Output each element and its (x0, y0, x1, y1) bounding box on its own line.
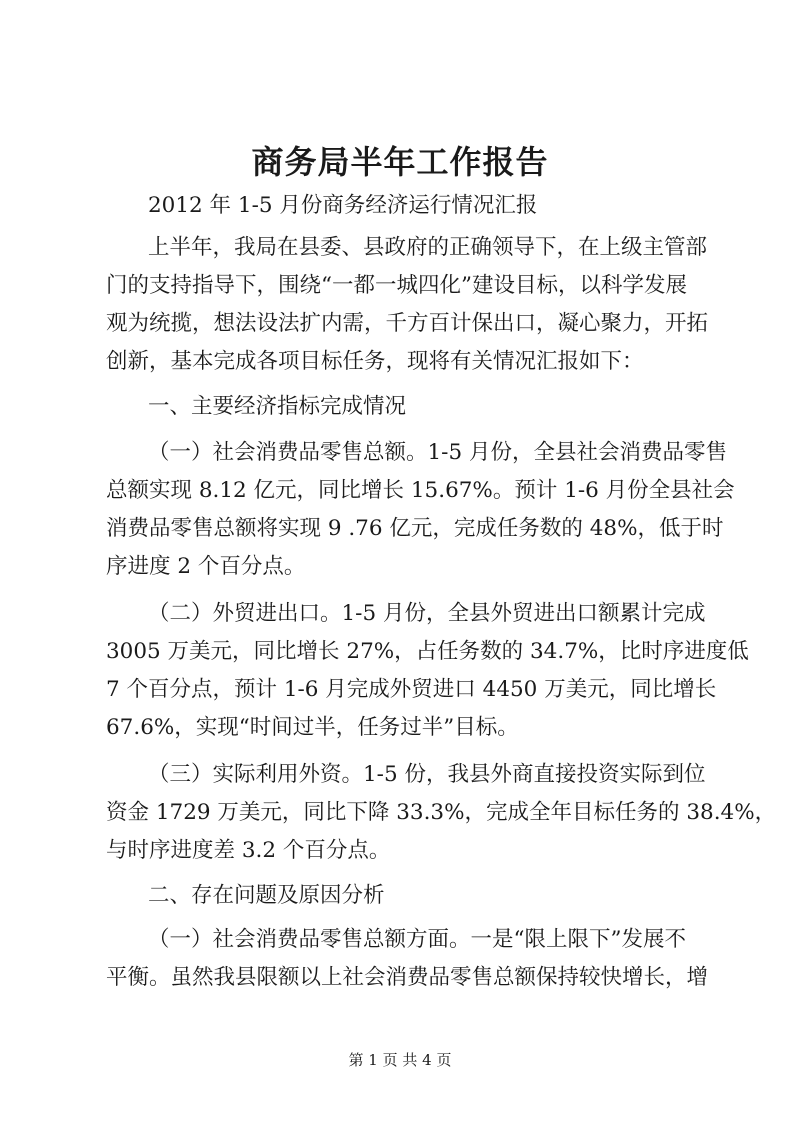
text-line: 门的支持指导下，围绕“一都一城四化”建设目标，以科学发展 (106, 273, 687, 298)
document-title: 商务局半年工作报告 (251, 143, 549, 181)
page-number: 第 1 页 共 4 页 (348, 1051, 452, 1069)
text-line: 资金 1729 万美元，同比下降 33.3%，完成全年目标任务的 38.4%， (106, 800, 777, 825)
section-heading: 一、主要经济指标完成情况 (148, 394, 407, 419)
text-line: （三）实际利用外资。1-5 份，我县外商直接投资实际到位 (148, 762, 706, 787)
text-line: 上半年，我局在县委、县政府的正确领导下，在上级主管部 (148, 235, 708, 260)
text-line: 序进度 2 个百分点。 (106, 554, 306, 579)
text-line: 总额实现 8.12 亿元，同比增长 15.67%。预计 1-6 月份全县社会 (106, 478, 735, 503)
text-line: （二）外贸进出口。1-5 月份，全县外贸进出口额累计完成 (148, 601, 706, 626)
text-line: 消费品零售总额将实现 9 .76 亿元，完成任务数的 48%，低于时 (106, 516, 724, 541)
text-line: 观为统揽，想法设法扩内需，千方百计保出口，凝心聚力，开拓 (106, 311, 709, 336)
text-line: 67.6%，实现“时间过半，任务过半”目标。 (106, 715, 519, 740)
text-line: 3005 万美元，同比增长 27%，占任务数的 34.7%，比时序进度低 (106, 639, 749, 664)
text-line: 平衡。虽然我县限额以上社会消费品零售总额保持较快增长，增 (106, 965, 709, 990)
subtitle-line: 2012 年 1-5 月份商务经济运行情况汇报 (148, 193, 538, 218)
text-line: （一）社会消费品零售总额。1-5 月份，全县社会消费品零售 (148, 440, 727, 465)
text-line: 创新，基本完成各项目标任务，现将有关情况汇报如下： (106, 349, 644, 374)
section-heading: 二、存在问题及原因分析 (148, 883, 385, 908)
text-line: 7 个百分点，预计 1-6 月完成外贸进口 4450 万美元，同比增长 (106, 677, 717, 702)
text-line: 与时序进度差 3.2 个百分点。 (106, 838, 391, 863)
text-line: （一）社会消费品零售总额方面。一是“限上限下”发展不 (148, 927, 686, 952)
